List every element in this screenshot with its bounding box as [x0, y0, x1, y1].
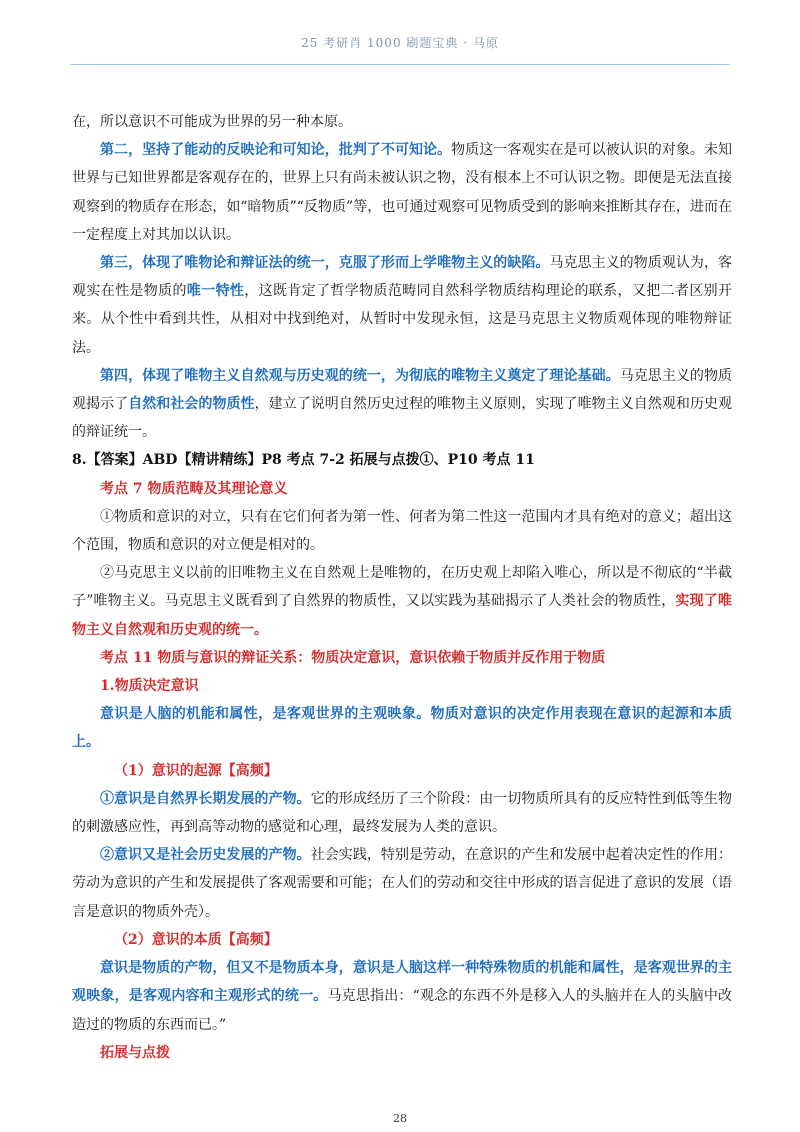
running-header: 25 考研肖 1000 刷题宝典 · 马原 [301, 36, 499, 50]
paragraph [72, 503, 732, 559]
paragraph [72, 954, 732, 1039]
highlight-red: 实现了唯物主义自然观和历史观的统一。 [72, 593, 732, 638]
text: 马克思主义的物质观认为，客观实在性是物质的 [72, 255, 732, 300]
highlight-blue: 意识是人脑的机能和属性，是客观世界的主观映象。物质对意识的决定作用表现在意识的起源和本质上。 [72, 706, 732, 751]
paragraph [72, 559, 732, 644]
heading-red: 拓展与点拨 [100, 1044, 170, 1061]
answer-line [72, 446, 732, 474]
subsection-heading [72, 672, 732, 700]
paragraph [72, 362, 732, 447]
paragraph [72, 108, 732, 136]
text: ，这既肯定了哲学物质范畴同自然科学物质结构理论的联系，又把二者区别开来。从个性中看到共性，从相对中找到绝对，从暂时中发现永恒，这是马克思主义物质观体现的唯物辩证法。 [72, 283, 733, 356]
heading-red: （1）意识的起源【高频】 [114, 762, 278, 779]
text: 在，所以意识不可能成为世界的另一种本原。 [72, 114, 352, 130]
highlight-blue: 自然和社会的物质性 [128, 396, 255, 413]
paragraph [72, 785, 732, 841]
header-divider [70, 64, 730, 65]
text: 物质这一客观实在是可以被认识的对象。未知世界与已知世界都是客观存在的，世界上只有尚未被认识之物，没有根本上不可认识之物。即便是无法直接观察到的物质存在形态，如“暗物质”“反物质”等，也可通过观察可见物质受到的影响来推断其存在，进而在一定程度上对其加以认识。 [72, 142, 733, 243]
text: 马克思指出：“观念的东西不外是移入人的头脑并在人的头脑中改造过的物质的东西而已。” [72, 988, 733, 1033]
text: 社会实践，特别是劳动，在意识的产生和发展中起着决定性的作用：劳动为意识的产生和发展提供了客观需要和可能；在人们的劳动和交往中形成的语言促进了意识的发展（语言是意识的物质外壳）。 [72, 847, 733, 920]
highlight-blue: 第二，坚持了能动的反映论和可知论，批判了不可知论。 [100, 142, 452, 159]
subsection-heading [72, 757, 732, 785]
highlight-blue: 第三，体现了唯物论和辩证法的统一，克服了形而上学唯物主义的缺陷。 [100, 255, 550, 272]
page-number: 28 [393, 1112, 407, 1125]
answer-text: 8.【答案】ABD【精讲精练】P8 考点 7-2 拓展与点拨①、P10 考点 11 [72, 452, 535, 469]
highlight-blue: 意识是物质的产物，但又不是物质本身，意识是人脑这样一种特殊物质的机能和属性，是客观世界的主观映象，是客观内容和主观形式的统一。 [72, 960, 732, 1005]
heading-red: 考点 11 物质与意识的辩证关系：物质决定意识，意识依赖于物质并反作用于物质 [100, 649, 606, 666]
page-body [72, 108, 732, 1067]
section-heading [72, 1039, 732, 1067]
section-heading [72, 475, 732, 503]
highlight-blue: 唯一特性 [186, 283, 245, 300]
highlight-blue: ②意识又是社会历史发展的产物。 [100, 847, 311, 864]
heading-red: （2）意识的本质【高频】 [114, 931, 278, 948]
section-heading [72, 644, 732, 672]
text: ①物质和意识的对立，只有在它们何者为第一性、何者为第二性这一范围内才具有绝对的意义；超出这个范围，物质和意识的对立便是相对的。 [72, 508, 732, 554]
paragraph [72, 700, 732, 756]
heading-red: 1.物质决定意识 [100, 678, 199, 695]
subsection-heading [72, 926, 732, 954]
highlight-blue: ①意识是自然界长期发展的产物。 [100, 790, 311, 807]
text: ，建立了说明自然历史过程的唯物主义原则，实现了唯物主义自然观和历史观的辩证统一。 [72, 396, 733, 441]
text: ②马克思主义以前的旧唯物主义在自然观上是唯物的，在历史观上却陷入唯心，所以是不彻底的“半截子”唯物主义。马克思主义既看到了自然界的物质性，又以实践为基础揭示了人类社会的物质性， [72, 565, 732, 610]
highlight-blue: 第四，体现了唯物主义自然观与历史观的统一，为彻底的唯物主义奠定了理论基础。 [100, 367, 620, 384]
paragraph [72, 136, 732, 249]
paragraph [72, 841, 732, 926]
heading-red: 考点 7 物质范畴及其理论意义 [100, 480, 288, 497]
text: 马克思主义的物质观揭示了 [72, 367, 733, 413]
paragraph [72, 249, 732, 362]
text: 它的形成经历了三个阶段：由一切物质所具有的反应特性到低等生物的刺激感应性，再到高等动物的感觉和心理，最终发展为人类的意识。 [72, 790, 733, 836]
